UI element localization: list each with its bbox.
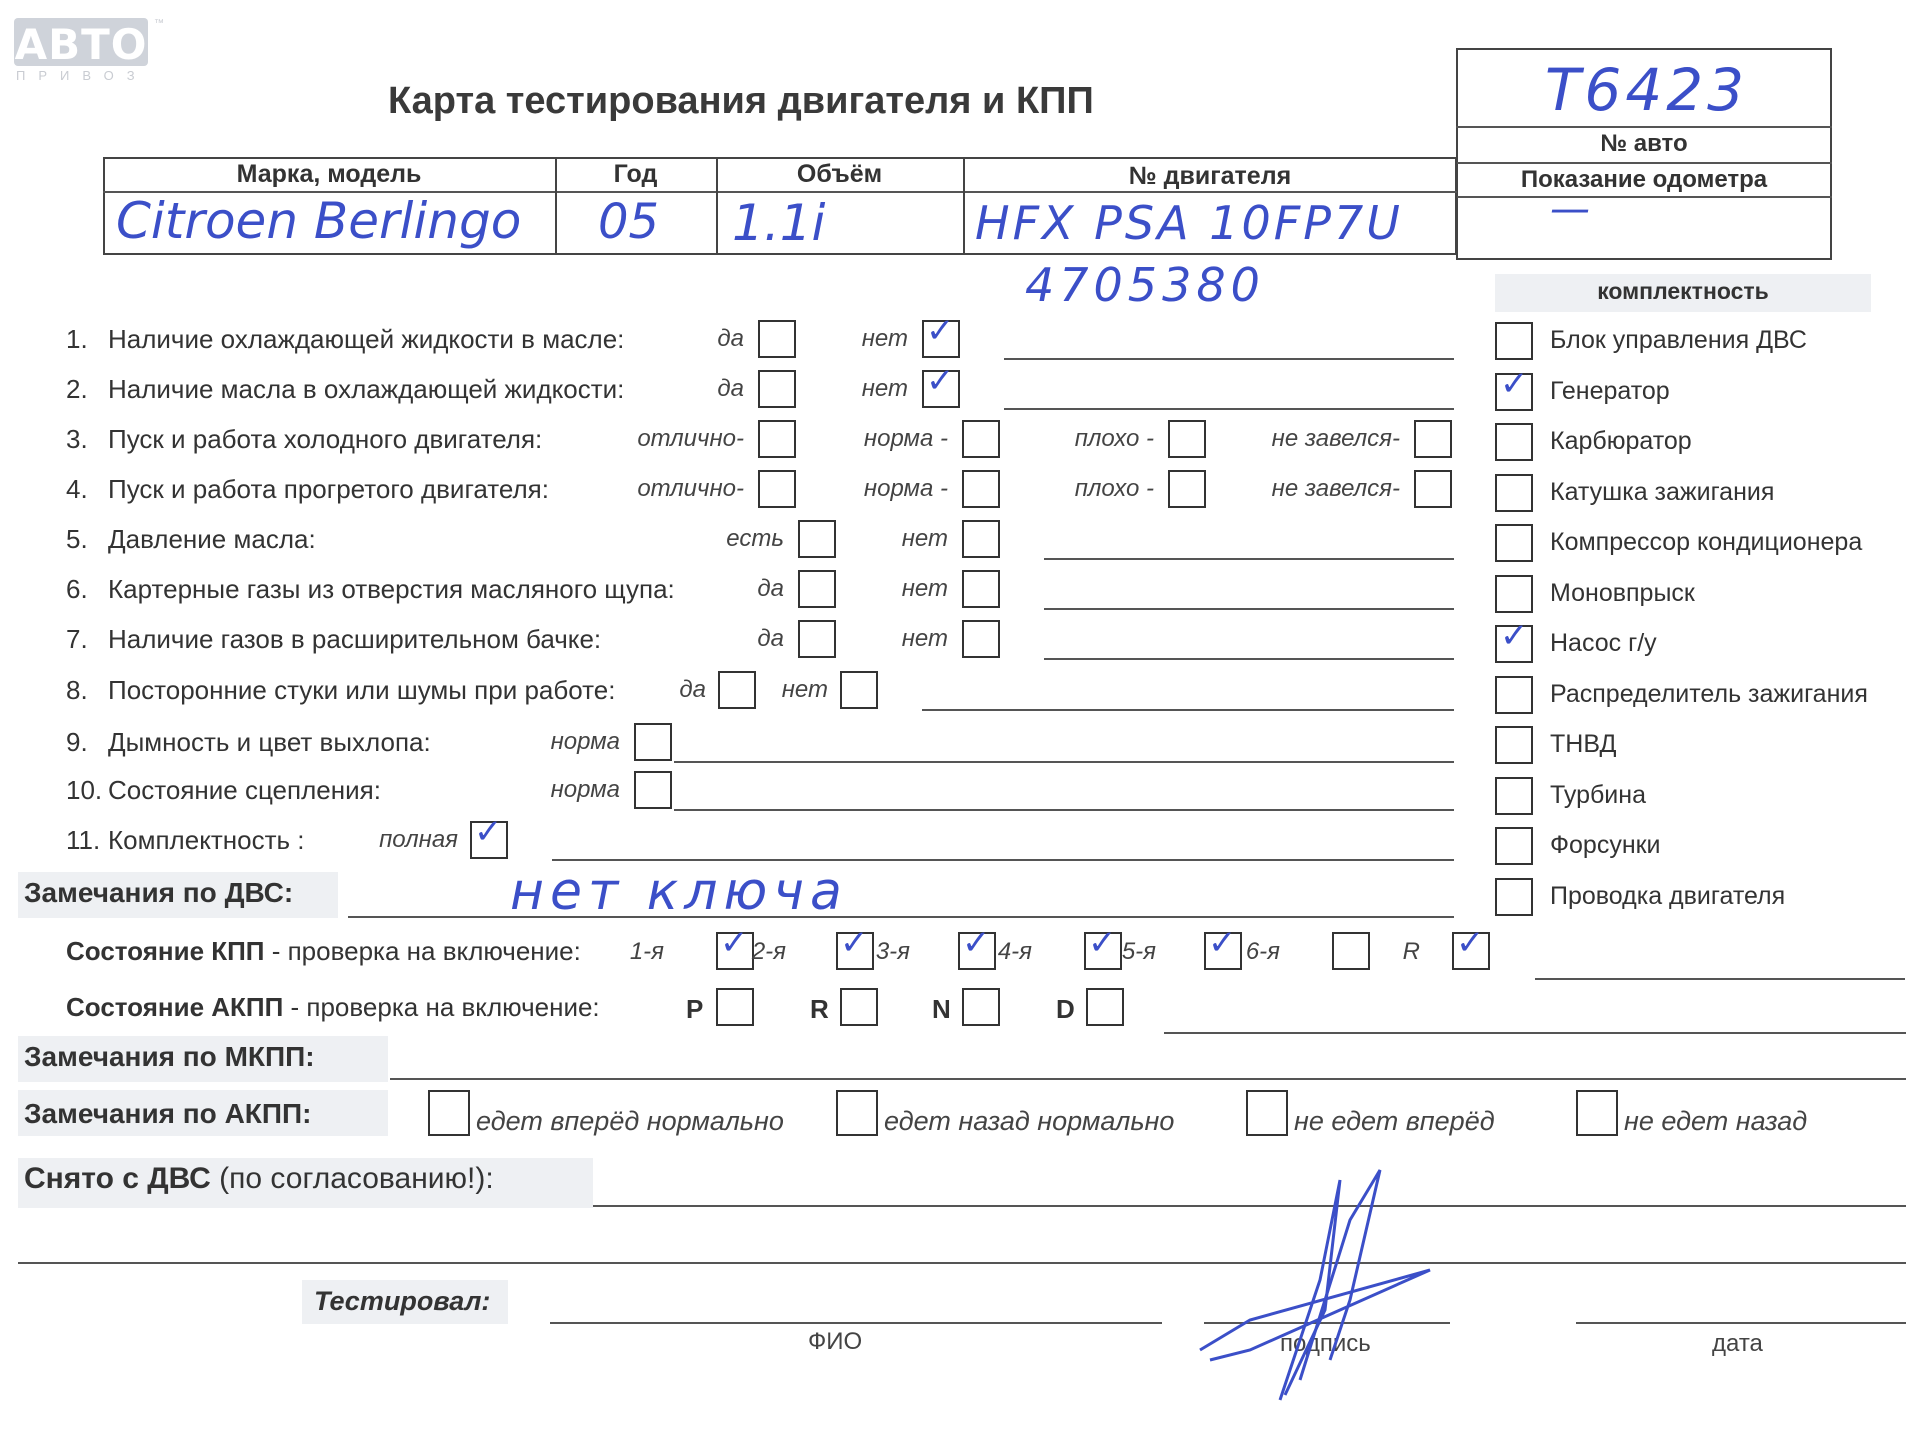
komplekt-item-label: Турбина: [1550, 780, 1646, 809]
komplekt-checkbox[interactable]: [1495, 524, 1533, 562]
row-answer-line[interactable]: [1004, 358, 1454, 360]
row-option-c: плохо -: [1074, 475, 1154, 502]
akpp-remark-label: едет вперёд нормально: [476, 1106, 784, 1136]
row-option-a: есть: [726, 525, 784, 552]
row-question: Дымность и цвет выхлопа:: [108, 727, 431, 757]
row-option-a: полная: [379, 826, 458, 853]
row-question: Пуск и работа холодного двигателя:: [108, 424, 543, 454]
row-option-a: да: [717, 325, 744, 352]
row-answer-line[interactable]: [674, 761, 1454, 763]
row-number: 6.: [66, 574, 88, 604]
akpp-mode-label: R: [810, 994, 829, 1024]
komplekt-item-label: Проводка двигателя: [1550, 881, 1786, 910]
akpp-remark-checkbox[interactable]: [836, 1090, 878, 1136]
row-option-a: да: [757, 575, 784, 602]
row-question: Состояние сцепления:: [108, 775, 381, 805]
row-number: 2.: [66, 374, 88, 404]
volume-label: Объём: [796, 160, 883, 188]
brand-label: Марка, модель: [236, 160, 422, 188]
komplekt-checkbox[interactable]: [1495, 726, 1533, 764]
row-checkbox-c[interactable]: [1168, 420, 1206, 458]
row-option-b: нет: [901, 625, 948, 652]
row-number: 1.: [66, 324, 88, 354]
row-number: 5.: [66, 524, 88, 554]
komplekt-title: комплектность: [1597, 278, 1769, 304]
engine-value-2: 4705380: [1025, 258, 1265, 312]
removed-label: Снято с ДВС (по согласованию!):: [24, 1162, 494, 1195]
volume-value: 1.1i: [732, 194, 826, 252]
row-checkbox-a[interactable]: [634, 771, 672, 809]
row-option-b: нет: [861, 375, 908, 402]
logo-word: АВТО: [14, 20, 148, 69]
row-option-a: да: [717, 375, 744, 402]
komplekt-checkbox[interactable]: [1495, 676, 1533, 714]
row-question: Давление масла:: [108, 524, 316, 554]
row-question: Комплектность :: [108, 825, 305, 855]
row-answer-line[interactable]: [922, 709, 1454, 711]
gear-label: R: [1402, 938, 1420, 965]
tested-label: Тестировал:: [314, 1286, 491, 1316]
komplekt-item-label: Распределитель зажигания: [1550, 679, 1868, 708]
komplekt-item-label: Насос г/у: [1550, 629, 1657, 657]
checkmark: ✓: [1456, 923, 1485, 963]
remarks-dvs-label: Замечания по ДВС:: [24, 877, 294, 908]
row-number: 10.: [66, 775, 103, 805]
checkmark: ✓: [926, 361, 955, 401]
komplekt-item-label: Моновпрыск: [1550, 578, 1695, 607]
akpp-mode-label: D: [1056, 994, 1075, 1024]
row-checkbox-b[interactable]: [962, 570, 1000, 608]
engine-value: HFX PSA 10FP7U: [975, 196, 1403, 250]
row-option-a: отлично-: [637, 475, 744, 502]
year-label: Год: [613, 160, 658, 188]
logo-tm: ™: [154, 18, 164, 29]
row-number: 9.: [66, 727, 88, 757]
handwritten-signature: [1190, 1160, 1450, 1410]
row-answer-line[interactable]: [1044, 658, 1454, 660]
row-number: 4.: [66, 474, 88, 504]
row-option-b: нет: [781, 676, 828, 703]
row-option-a: норма: [550, 728, 620, 755]
komplekt-item-label: Карбюратор: [1550, 427, 1692, 455]
komplekt-checkbox[interactable]: [1495, 423, 1533, 461]
brand-value: Citroen Berlingo: [116, 192, 522, 250]
gear-label: 3-я: [875, 938, 910, 965]
row-option-a: да: [679, 676, 706, 703]
row-option-b: нет: [901, 575, 948, 602]
checkmark: ✓: [474, 812, 503, 852]
row-question: Пуск и работа прогретого двигателя:: [108, 474, 549, 504]
checkmark: ✓: [962, 923, 991, 963]
checkmark: ✓: [1088, 923, 1117, 963]
komplekt-checkbox[interactable]: [1495, 322, 1533, 360]
date-caption: дата: [1712, 1330, 1763, 1357]
row-checkbox-c[interactable]: [1168, 470, 1206, 508]
akpp-remark-checkbox[interactable]: [1246, 1090, 1288, 1136]
auto-number-value: T6423: [1545, 56, 1749, 124]
logo-subtitle: ПРИВОЗ: [16, 68, 148, 83]
row-option-d: не завелся-: [1271, 475, 1400, 502]
akpp-mode-checkbox[interactable]: [962, 988, 1000, 1026]
row-option-a: да: [757, 625, 784, 652]
row-number: 3.: [66, 424, 88, 454]
row-checkbox-d[interactable]: [1414, 420, 1452, 458]
komplekt-item-label: Генератор: [1550, 376, 1670, 405]
row-number: 7.: [66, 624, 88, 654]
page-title: Карта тестирования двигателя и КПП: [388, 80, 1094, 122]
komplekt-checkbox[interactable]: [1495, 878, 1533, 916]
row-checkbox-b[interactable]: [962, 620, 1000, 658]
signature-caption: подпись: [1280, 1330, 1371, 1357]
row-option-a: отлично-: [637, 425, 744, 452]
checkmark: ✓: [840, 923, 869, 963]
checkmark: ✓: [1208, 923, 1237, 963]
row-answer-line[interactable]: [674, 809, 1454, 811]
gear-label: 1-я: [629, 938, 664, 965]
checkmark: ✓: [926, 311, 955, 351]
row-option-c: плохо -: [1074, 425, 1154, 452]
checkmark: ✓: [1500, 363, 1529, 404]
akpp-mode-checkbox[interactable]: [1086, 988, 1124, 1026]
komplekt-item-label: Блок управления ДВС: [1550, 326, 1807, 354]
checkmark: ✓: [1500, 616, 1529, 656]
row-checkbox-a[interactable]: [634, 723, 672, 761]
row-question: Наличие масла в охлаждающей жидкости:: [108, 374, 625, 404]
akpp-remark-label: не едет вперёд: [1294, 1106, 1495, 1136]
row-question: Посторонние стуки или шумы при работе:: [108, 675, 616, 705]
akpp-remark-label: не едет назад: [1624, 1106, 1808, 1136]
komplekt-item-label: ТНВД: [1550, 730, 1617, 758]
gear-label: 2-я: [751, 938, 786, 965]
komplekt-item-label: Катушка зажигания: [1550, 477, 1775, 506]
remarks-dvs-handwritten: нет ключа: [510, 862, 848, 922]
komplekt-checkbox[interactable]: [1495, 575, 1533, 613]
row-answer-line[interactable]: [1044, 608, 1454, 610]
row-checkbox-d[interactable]: [1414, 470, 1452, 508]
row-checkbox-b[interactable]: [840, 671, 878, 709]
row-option-b: нет: [901, 525, 948, 552]
row-option-a: норма: [550, 776, 620, 803]
checkmark: ✓: [720, 923, 749, 963]
row-checkbox-b[interactable]: [962, 520, 1000, 558]
row-answer-line[interactable]: [1044, 558, 1454, 560]
akpp-mode-checkbox[interactable]: [840, 988, 878, 1026]
row-question: Наличие охлаждающей жидкости в масле:: [108, 324, 625, 354]
row-option-b: норма -: [863, 475, 948, 502]
akpp-label: Состояние АКПП - проверка на включение:: [66, 992, 600, 1022]
komplekt-checkbox[interactable]: [1495, 827, 1533, 865]
row-option-d: не завелся-: [1271, 425, 1400, 452]
brand-logo: [14, 18, 164, 83]
akpp-remark-label: едет назад нормально: [884, 1106, 1175, 1136]
akpp-mode-label: N: [932, 994, 951, 1024]
row-option-b: нет: [861, 325, 908, 352]
gear-label: 6-я: [1245, 938, 1280, 965]
row-option-b: норма -: [863, 425, 948, 452]
gear-label: 5-я: [1121, 938, 1156, 965]
row-question: Наличие газов в расширительном бачке:: [108, 624, 602, 654]
kpp-label: Состояние КПП - проверка на включение:: [66, 936, 581, 966]
row-number: 11.: [66, 825, 101, 855]
komplekt-item-label: Форсунки: [1550, 831, 1661, 859]
row-answer-line[interactable]: [1004, 408, 1454, 410]
komplekt-item-label: Компрессор кондиционера: [1550, 528, 1863, 556]
odometer-label: Показание одометра: [1520, 166, 1768, 193]
komplekt-checkbox[interactable]: [1495, 777, 1533, 815]
akpp-remark-checkbox[interactable]: [1576, 1090, 1618, 1136]
auto-number-label: № авто: [1600, 130, 1688, 157]
gear-label: 4-я: [997, 938, 1032, 965]
row-question: Картерные газы из отверстия масляного щупа:: [108, 574, 675, 604]
akpp-mode-label: P: [686, 994, 704, 1024]
remarks-akpp-label: Замечания по АКПП:: [24, 1098, 312, 1129]
engine-label: № двигателя: [1128, 162, 1292, 190]
row-answer-line[interactable]: [552, 859, 1454, 861]
komplekt-checkbox[interactable]: [1495, 474, 1533, 512]
odometer-value: —: [1550, 186, 1590, 232]
akpp-mode-checkbox[interactable]: [716, 988, 754, 1026]
year-value: 05: [598, 194, 660, 250]
remarks-mkpp-label: Замечания по МКПП:: [24, 1041, 315, 1072]
fio-caption: ФИО: [808, 1328, 863, 1355]
row-number: 8.: [66, 675, 88, 705]
akpp-remark-checkbox[interactable]: [428, 1090, 470, 1136]
